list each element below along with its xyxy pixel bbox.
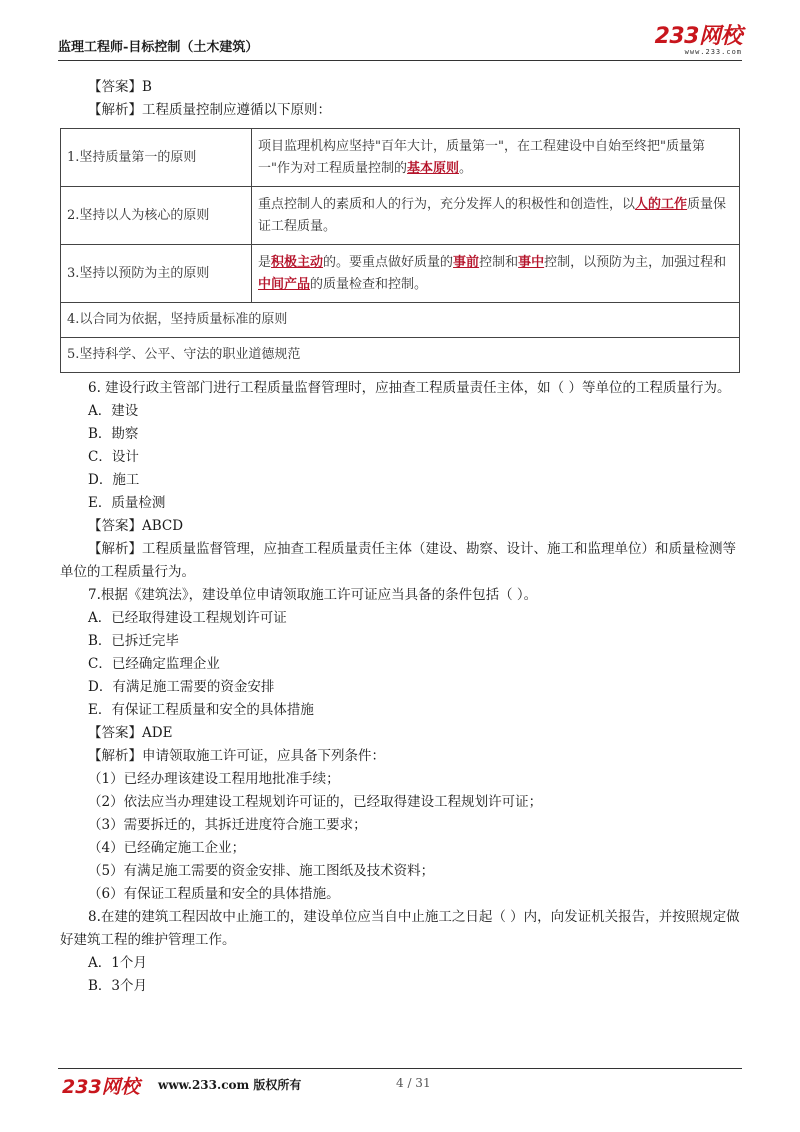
q7-condition-1: （1）已经办理该建设工程用地批准手续；: [88, 771, 340, 787]
table-row: [61, 338, 740, 373]
table-cell-label: 4.以合同为依据，坚持质量标准的原则: [61, 303, 740, 338]
highlight-term: 人的工作: [635, 196, 688, 212]
q7-option-d: D．有满足施工需要的资金安排: [88, 679, 275, 695]
q6-option-a: A．建设: [88, 403, 139, 419]
highlight-term: 积极主动: [271, 254, 324, 270]
table-row: [61, 245, 740, 303]
quality-principles-table: [60, 128, 740, 373]
desc-text: 的。要重点做好质量的: [323, 254, 454, 270]
page-header: [58, 26, 742, 58]
q7-stem: 7.根据《建筑法》，建设单位申请领取施工许可证应当具备的条件包括（ ）。: [88, 587, 538, 603]
q7-analysis: 【解析】申请领取施工许可证，应具备下列条件：: [88, 748, 385, 764]
footer-copyright: www.233.com 版权所有: [158, 1078, 302, 1092]
q7-answer: 【答案】ADE: [88, 725, 173, 741]
table-cell-label: 3.坚持以预防为主的原则: [61, 245, 252, 303]
page-number: 4 / 31: [396, 1076, 431, 1090]
q7-option-e: E．有保证工程质量和安全的具体措施: [88, 702, 314, 718]
q7-condition-6: （6）有保证工程质量和安全的具体措施。: [88, 886, 340, 902]
q7-condition-2: （2）依法应当办理建设工程规划许可证的，已经取得建设工程规划许可证；: [88, 794, 543, 810]
q7-option-a: A．已经取得建设工程规划许可证: [88, 610, 287, 626]
brand-logo-text: 233网校: [654, 24, 742, 49]
q6-option-b: B．勘察: [88, 426, 139, 442]
highlight-term: 事中: [518, 254, 545, 270]
q7-condition-3: （3）需要拆迁的，其拆迁进度符合施工要求；: [88, 817, 367, 833]
q8-stem: 8.在建的建筑工程因故中止施工的，建设单位应当自中止施工之日起（ ）内，向发证机关报告，并按照规定做好建筑工程的维护管理工作。: [60, 909, 740, 948]
page-footer: [58, 1072, 742, 1098]
q7-condition-5: （5）有满足施工需要的资金安排、施工图纸及技术资料；: [88, 863, 435, 879]
desc-text: 控制和: [479, 254, 519, 270]
q8-option-a: A．1个月: [88, 955, 147, 971]
highlight-term: 事前: [453, 254, 480, 270]
desc-text: 控制，以预防为主，加强过程和: [544, 254, 727, 270]
q6-answer: 【答案】ABCD: [88, 518, 184, 534]
header-divider: [58, 60, 742, 61]
desc-text: 是: [258, 254, 272, 270]
q6-option-c: C．设计: [88, 449, 139, 465]
table-cell-desc: [252, 245, 740, 303]
q6-option-e: E．质量检测: [88, 495, 166, 511]
highlight-term: 基本原则: [406, 160, 459, 176]
q8-option-b: B．3个月: [88, 978, 148, 994]
q6-stem: 6. 建设行政主管部门进行工程质量监督管理时，应抽查工程质量责任主体，如（ ）等单位的工程质量行为。: [88, 380, 731, 396]
document-title: 监理工程师-目标控制（土木建筑）: [58, 40, 259, 55]
desc-text: 重点控制人的素质和人的行为，充分发挥人的积极性和创造性，以: [258, 196, 636, 212]
desc-text: 。: [459, 160, 473, 176]
table-cell-desc: [252, 129, 740, 187]
desc-text: 项目监理机构应坚持"百年大计，质量第一"，在工程建设中自始至终把"质量第一"作为对工程质量控制的: [258, 138, 705, 176]
table-row: [61, 187, 740, 245]
desc-text: 的质量检查和控制。: [310, 276, 428, 292]
q6-analysis: 【解析】工程质量监督管理，应抽查工程质量责任主体（建设、勘察、设计、施工和监理单位）和质量检测等单位的工程质量行为。: [60, 541, 736, 580]
brand-logo-url: www.233.com: [684, 48, 742, 56]
table-row: [61, 303, 740, 338]
q7-condition-4: （4）已经确定施工企业；: [88, 840, 246, 856]
desc-text: 质量保证工程质量。: [258, 196, 727, 234]
table-cell-label: 1.坚持质量第一的原则: [61, 129, 252, 187]
q5-answer: 【答案】B: [88, 79, 152, 95]
q7-option-b: B．已拆迁完毕: [88, 633, 179, 649]
footer-brand-logo: 233网校: [62, 1076, 140, 1098]
highlight-term: 中间产品: [258, 276, 311, 292]
table-row: [61, 129, 740, 187]
brand-logo: [655, 26, 742, 56]
q6-option-d: D．施工: [88, 472, 140, 488]
table-cell-desc: [252, 187, 740, 245]
footer-divider: [58, 1068, 742, 1069]
page-content: [60, 76, 742, 998]
table-cell-label: 5.坚持科学、公平、守法的职业道德规范: [61, 338, 740, 373]
table-cell-label: 2.坚持以人为核心的原则: [61, 187, 252, 245]
q5-analysis: 【解析】工程质量控制应遵循以下原则：: [88, 102, 331, 118]
q7-option-c: C．已经确定监理企业: [88, 656, 220, 672]
